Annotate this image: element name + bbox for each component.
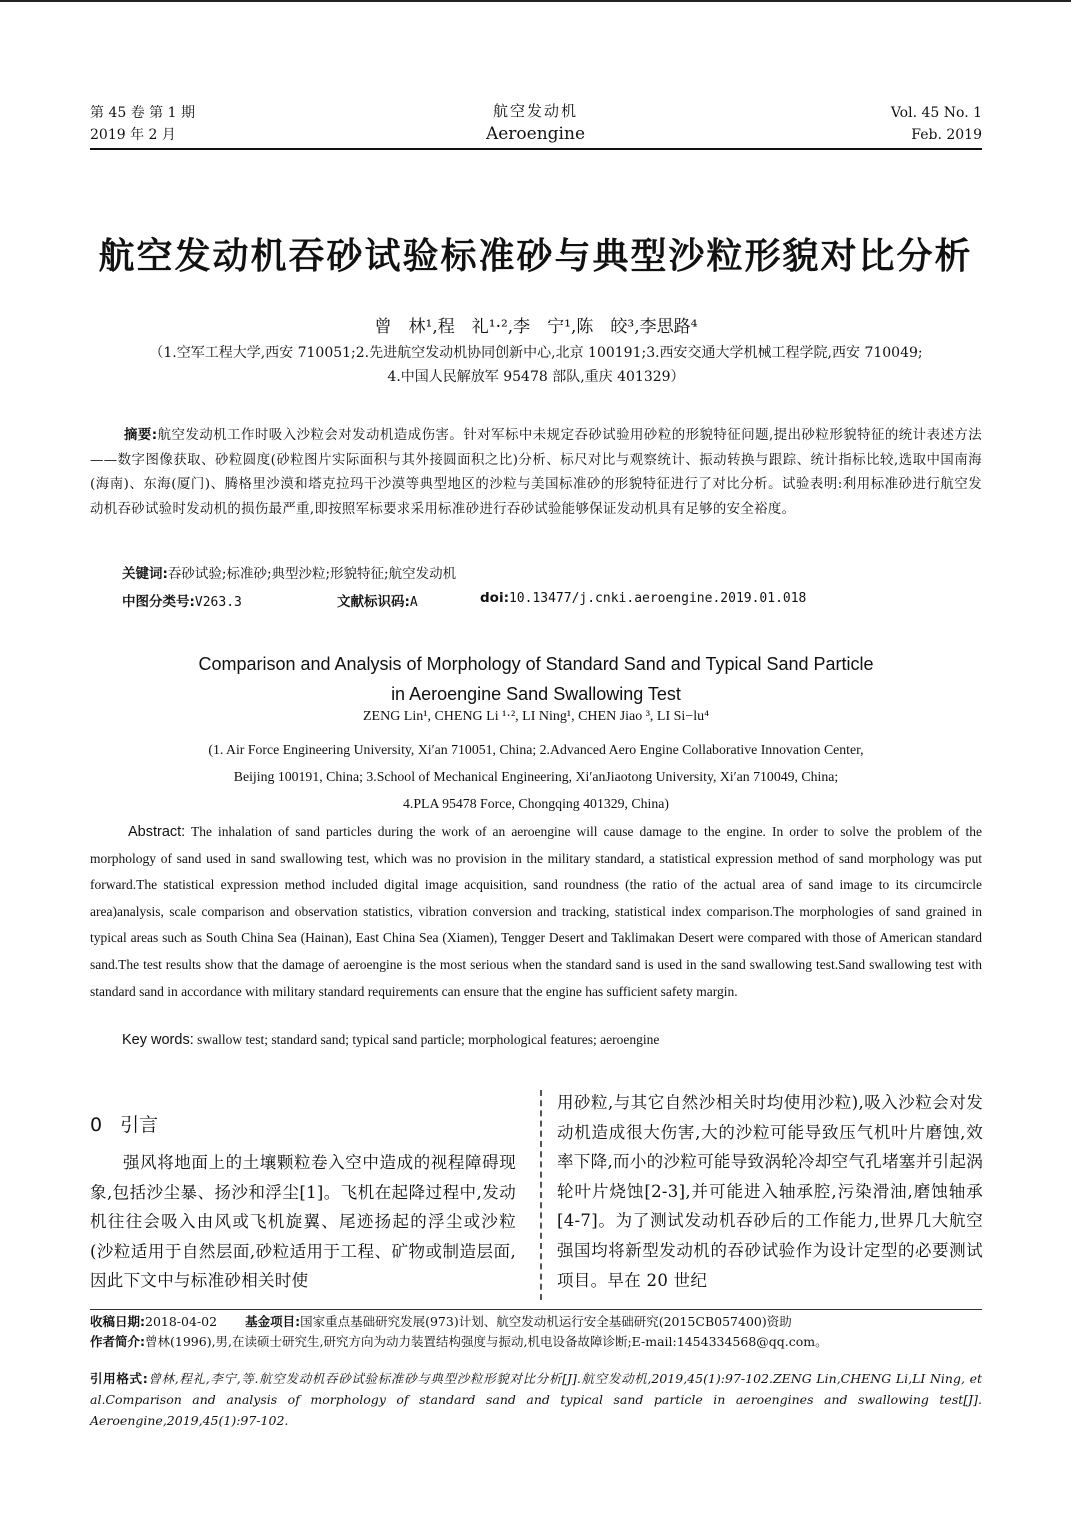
clc-number bbox=[122, 590, 242, 610]
clc-value: V263.3 bbox=[194, 595, 242, 610]
abstract-en bbox=[90, 819, 982, 1005]
issue-volume: 第 45 卷 第 1 期 bbox=[90, 105, 195, 121]
abstract-en-text: The inhalation of sand particles during the work of an aeroengine will cause damage to the engine. In order to solve the problem of the morphology of sand used in sand swallowing test, which was no provision in the military standard, a statistical expression method of sand morphology was put forward.The statistical expression method included digital image acquisition, sand roundness (the ratio of the actual area of sand image to its circumcircle area)analysis, scale comparison and observation statistics, vibration conversion and tracking, statistical index comparison.The morphologies of sand grained in typical areas such as South China Sea (Hainan), East China Sea (Xiamen), Tengger Desert and Taklimakan Desert were compared with those of American standard sand.The test results show that the damage of aeroengine is the most serious when the standard sand is used in the sand swallowing test.Sand swallowing test with standard sand in accordance with military standard requirements can ensure that the engine has sufficient safety margin. bbox=[90, 824, 982, 999]
abstract-en-label: Abstract: bbox=[128, 824, 186, 840]
title-en-line: in Aeroengine Sand Swallowing Test bbox=[391, 684, 681, 704]
document-code bbox=[337, 590, 418, 610]
abstract-cn bbox=[90, 424, 982, 522]
citation-label: 引用格式: bbox=[90, 1371, 148, 1386]
issue-date: 2019 年 2 月 bbox=[90, 127, 176, 143]
affiliation-cn-line: （1.空军工程大学,西安 710051;2.先进航空发动机协同创新中心,北京 100191;3.西安交通大学机械工程学院,西安 710049; bbox=[149, 345, 923, 361]
affiliation-cn-line: 4.中国人民解放军 95478 部队,重庆 401329） bbox=[387, 369, 685, 385]
fund-label: 基金项目: bbox=[245, 1314, 301, 1329]
top-border bbox=[0, 0, 1071, 2]
footnote-received-fund bbox=[90, 1312, 982, 1332]
keywords-cn-label: 关键词: bbox=[122, 566, 168, 582]
bio-value: 曾林(1996),男,在读硕士研究生,研究方向为动力装置结构强度与振动,机电设备故障诊断;E-mail:1454334568@qq.com。 bbox=[145, 1334, 828, 1349]
volume-en: Vol. 45 No. 1 bbox=[890, 105, 982, 121]
column-divider bbox=[540, 1090, 542, 1300]
document-code-label: 文献标识码: bbox=[337, 594, 410, 610]
authors-en: ZENG Lin¹, CHENG Li ¹·², LI Ning¹, CHEN Jiao ³, LI Si−lu⁴ bbox=[362, 709, 709, 724]
section-number: 0 bbox=[90, 1114, 103, 1136]
doi bbox=[480, 590, 806, 606]
paper-title-en bbox=[90, 649, 982, 709]
keywords-cn-text: 吞砂试验;标准砂;典型沙粒;形貌特征;航空发动机 bbox=[167, 566, 457, 582]
section-heading bbox=[90, 1110, 158, 1137]
footnote-rule bbox=[90, 1309, 982, 1310]
journal-name-cn: 航空发动机 bbox=[492, 102, 578, 120]
citation-format bbox=[90, 1368, 982, 1431]
paper-title-cn: 航空发动机吞砂试验标准砂与典型沙粒形貌对比分析 bbox=[98, 235, 973, 277]
affiliation-en-line: Beijing 100191, China; 3.School of Mechanical Engineering, Xi′anJiaotong University, Xi′an 710049, China; bbox=[233, 769, 839, 784]
keywords-en-label: Key words: bbox=[122, 1032, 194, 1048]
body-column-left: 强风将地面上的土壤颗粒卷入空中造成的视程障碍现象,包括沙尘暴、扬沙和浮尘[1]。飞机在起降过程中,发动机往往会吸入由风或飞机旋翼、尾迹扬起的浮尘或沙粒(沙粒适用于自然层面,砂粒适用于工程、矿物或制造层面,因此下文中与标准砂相关时使 bbox=[90, 1153, 516, 1291]
section-title: 引言 bbox=[120, 1114, 159, 1136]
abstract-cn-label: 摘要: bbox=[124, 428, 158, 443]
date-en: Feb. 2019 bbox=[911, 127, 982, 143]
bio-label: 作者简介: bbox=[90, 1334, 145, 1349]
citation-text: 曾林,程礼,李宁,等.航空发动机吞砂试验标准砂与典型沙粒形貌对比分析[J].航空发动机,2019,45(1):97-102.ZENG Lin,CHENG Li,LI Ning, et al.Comparison and analysis of morphology of standard sand and typical sand particle in aeroengines and swallowing test[J]. Aeroengine,2019,45(1):97-102. bbox=[90, 1371, 983, 1428]
authors-cn: 曾 林¹,程 礼¹·²,李 宁¹,陈 皎³,李思路⁴ bbox=[374, 317, 698, 337]
affiliations-en bbox=[90, 736, 982, 817]
header-rule bbox=[90, 148, 982, 150]
received-value: 2018-04-02 bbox=[145, 1314, 218, 1329]
keywords-en-text: swallow test; standard sand; typical sand particle; morphological features; aeroengine bbox=[197, 1032, 660, 1047]
clc-label: 中图分类号: bbox=[122, 594, 195, 610]
journal-name bbox=[380, 100, 691, 146]
abstract-cn-text: 航空发动机工作时吸入沙粒会对发动机造成伤害。针对军标中未规定吞砂试验用砂粒的形貌特征问题,提出砂粒形貌特征的统计表述方法——数字图像获取、砂粒圆度(砂粒图片实际面积与其外接圆面积之比)分析、标尺对比与观察统计、振动转换与跟踪、统计指标比较,选取中国南海(海南)、东海(厦门)、腾格里沙漠和塔克拉玛干沙漠等典型地区的沙粒与美国标准砂的形貌特征进行了对比分析。试验表明:利用标准砂进行航空发动机吞砂试验时发动机的损伤最严重,即按照军标要求采用标准砂进行吞砂试验能够保证发动机具有足够的安全裕度。 bbox=[90, 428, 982, 517]
affiliation-en-line: (1. Air Force Engineering University, Xi′an 710051, China; 2.Advanced Aero Engine Collaborative Innovation Center, bbox=[208, 742, 864, 757]
keywords-cn bbox=[122, 562, 456, 582]
affiliations-cn bbox=[90, 341, 982, 389]
body-column-right: 用砂粒,与其它自然沙相关时均使用沙粒),吸入沙粒会对发动机造成很大伤害,大的沙粒可能导致压气机叶片磨蚀,效率下降,而小的沙粒可能导致涡轮冷却空气孔堵塞并引起涡轮叶片烧蚀[2-3],并可能进入轴承腔,污染滑油,磨蚀轴承[4-7]。为了测试发动机吞砂后的工作能力,世界几大航空强国均将新型发动机的吞砂试验作为设计定型的必要测试项目。早在 20 世纪 bbox=[557, 1093, 983, 1290]
issue-info bbox=[90, 102, 195, 146]
journal-name-en: Aeroengine bbox=[485, 124, 586, 144]
title-en-line: Comparison and Analysis of Morphology of Standard Sand and Typical Sand Particle bbox=[198, 654, 874, 674]
fund-value: 国家重点基础研究发展(973)计划、航空发动机运行安全基础研究(2015CB057400)资助 bbox=[300, 1314, 792, 1329]
doi-label: doi: bbox=[480, 590, 509, 606]
affiliation-en-line: 4.PLA 95478 Force, Chongqing 401329, China) bbox=[403, 796, 669, 811]
keywords-en bbox=[122, 1032, 659, 1048]
footnote-author-bio bbox=[90, 1332, 982, 1352]
received-label: 收稿日期: bbox=[90, 1314, 145, 1329]
doi-value: 10.13477/j.cnki.aeroengine.2019.01.018 bbox=[508, 591, 807, 606]
issue-info-en bbox=[760, 102, 982, 146]
document-code-value: A bbox=[409, 595, 418, 610]
